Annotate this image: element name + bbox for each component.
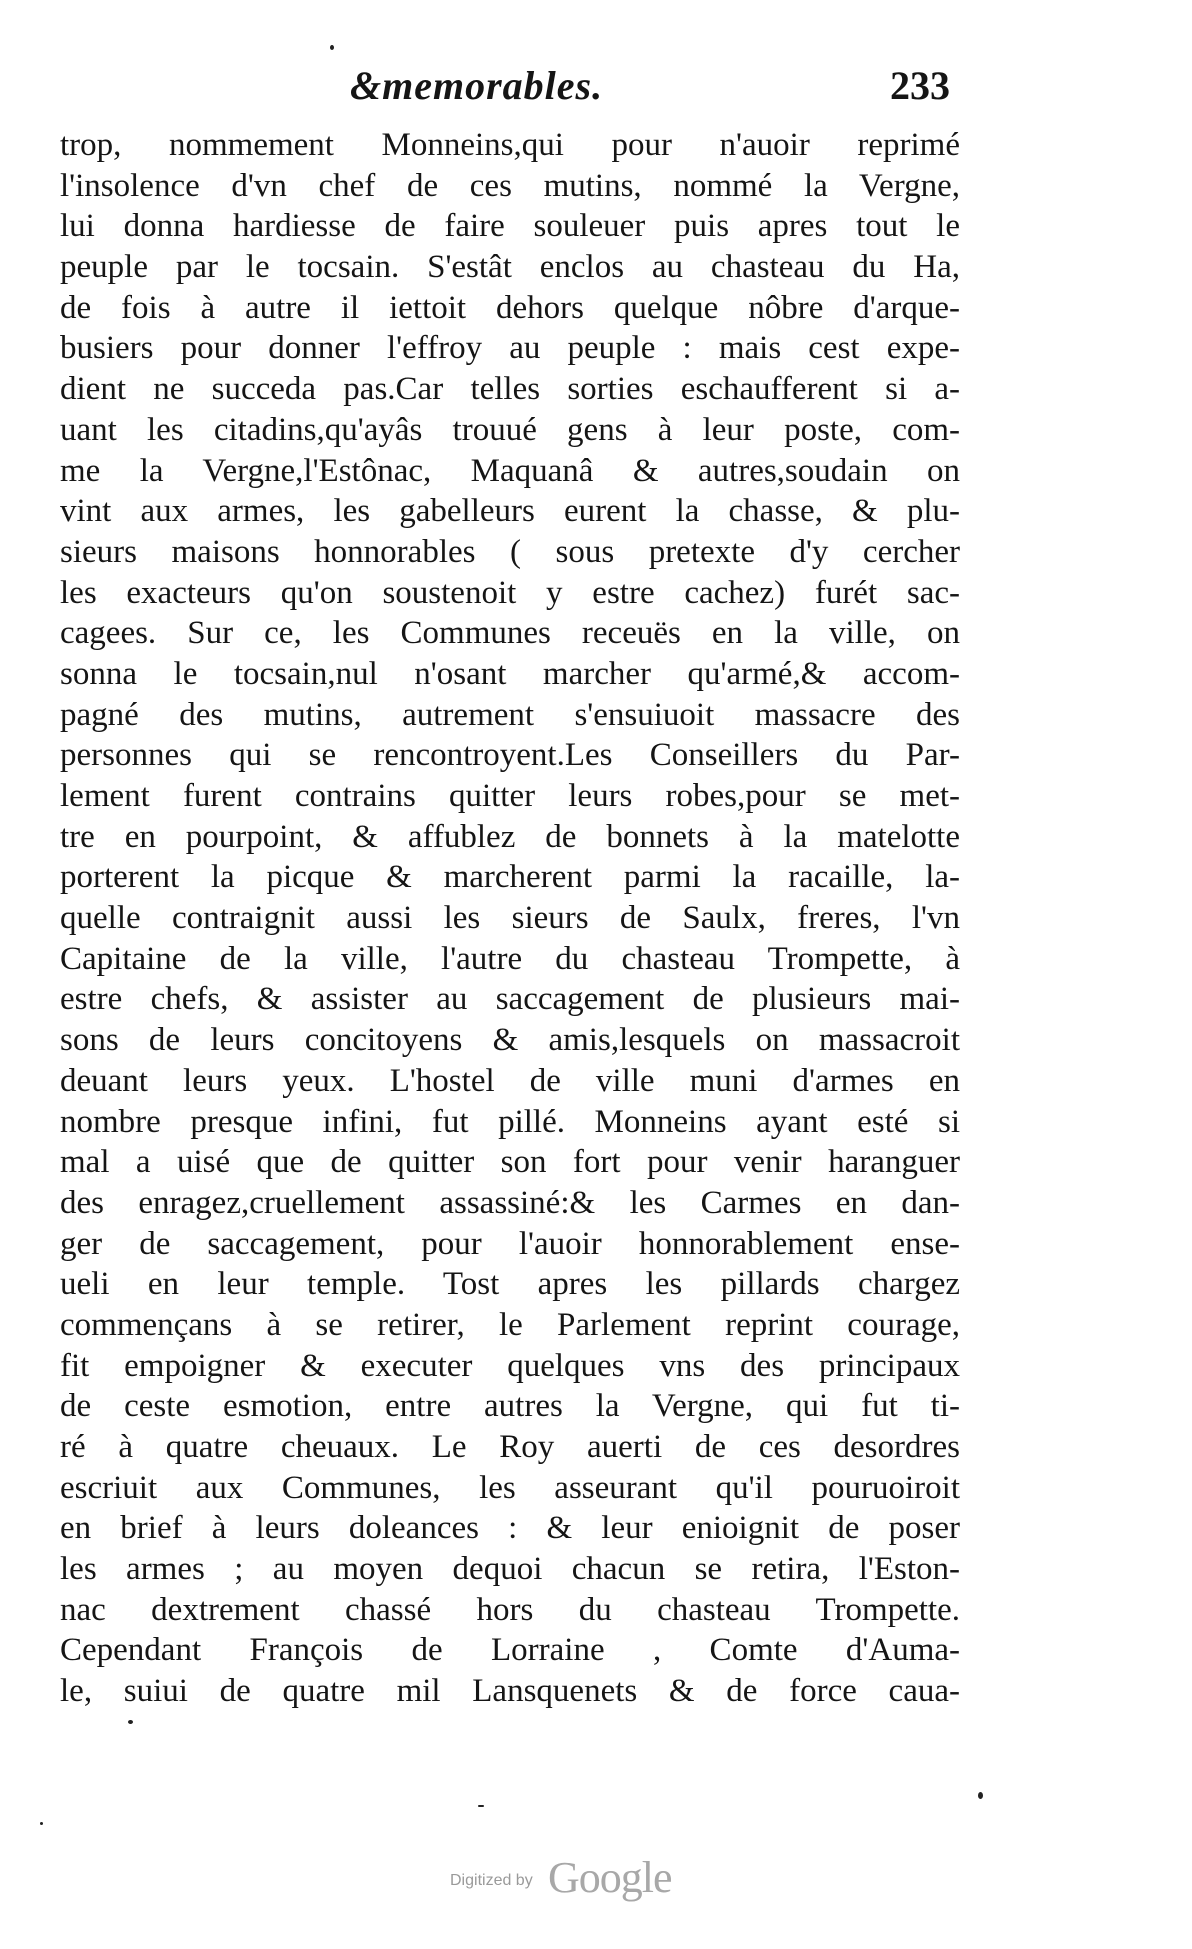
text-line: des enragez,cruellement assassiné:& les Carmes en dan- [60,1184,960,1221]
text-line: dient ne succeda pas.Car telles sorties eschaufferent si a- [60,371,960,408]
digitized-by-label: Digitized by [450,1872,533,1889]
page-number: 233 [890,63,950,108]
text-line: mal a uisé que de quitter son fort pour venir haranguer [60,1144,960,1181]
text-line: en brief à leurs doleances : & leur enioignit de poser [60,1510,960,1547]
text-line: porterent la picque & marcherent parmi la racaille, la- [60,859,960,896]
running-head: &memorables. [350,63,604,108]
digitized-by-watermark [450,1852,750,1902]
text-line: ré à quatre cheuaux. Le Roy auerti de ces desordres [60,1429,960,1465]
text-line: lui donna hardiesse de faire souleuer puis apres tout le [60,208,960,245]
text-line: pagné des mutins, autrement s'ensuiuoit massacre des [60,696,960,733]
text-line: cagees. Sur ce, les Communes receuës en la ville, on [60,615,960,652]
scan-speck [128,1720,133,1724]
page-header [60,62,950,122]
text-line: lement furent contrains quitter leurs robes,pour se met- [60,778,960,814]
text-line: deuant leurs yeux. L'hostel de ville muni d'armes en [60,1062,960,1099]
text-line: vint aux armes, les gabelleurs eurent la chasse, & plu- [60,493,960,530]
text-line: le, suiui de quatre mil Lansquenets & de force caua- [60,1673,960,1710]
text-line: sieurs maisons honnorables ( sous pretexte d'y cercher [60,533,960,570]
google-logo: Google [548,1853,672,1902]
text-line: les armes ; au moyen dequoi chacun se retira, l'Eston- [60,1551,960,1588]
text-line: sons de leurs concitoyens & amis,lesquels on massacroit [60,1022,960,1059]
scan-speck [40,1822,43,1825]
scan-speck [330,45,334,50]
text-line: l'insolence d'vn chef de ces mutins, nommé la Vergne, [60,167,960,204]
text-line: ueli en leur temple. Tost apres les pillards chargez [60,1266,960,1303]
text-line: Capitaine de la ville, l'autre du chasteau Trompette, à [60,940,960,977]
text-line: uant les citadins,qu'ayâs trouué gens à leur poste, com- [60,411,960,448]
text-line: fit empoigner & executer quelques vns des principaux [60,1347,960,1384]
text-line: quelle contraignit aussi les sieurs de Saulx, freres, l'vn [60,900,960,937]
text-line: nac dextrement chassé hors du chasteau Trompette. [60,1591,960,1628]
text-line: nombre presque infini, fut pillé. Monneins ayant esté si [60,1103,960,1140]
text-line: escriuit aux Communes, les asseurant qu'il pouruoiroit [60,1469,960,1506]
body-text [60,125,960,1712]
text-line: busiers pour donner l'effroy au peuple : mais cest expe- [60,330,960,367]
text-line: tre en pourpoint, & affublez de bonnets à la matelotte [60,818,960,855]
text-line: commençans à se retirer, le Parlement reprint courage, [60,1306,960,1343]
text-line: sonna le tocsain,nul n'osant marcher qu'armé,& accom- [60,655,960,692]
text-line: personnes qui se rencontroyent.Les Conseillers du Par- [60,737,960,774]
text-line: trop, nommement Monneins,qui pour n'auoir reprimé [60,127,960,163]
text-line: peuple par le tocsain. S'estât enclos au chasteau du Ha, [60,249,960,286]
text-line: me la Vergne,l'Estônac, Maquanâ & autres,soudain on [60,452,960,489]
text-line: de fois à autre il iettoit dehors quelque nôbre d'arque- [60,289,960,326]
text-line: les exacteurs qu'on soustenoit y estre cachez) furét sac- [60,574,960,611]
text-line: de ceste esmotion, entre autres la Vergne, qui fut ti- [60,1388,960,1425]
text-line: estre chefs, & assister au saccagement de plusieurs mai- [60,981,960,1018]
text-line: Cependant François de Lorraine , Comte d'Auma- [60,1632,960,1669]
scan-speck [478,1805,484,1807]
text-line: ger de saccagement, pour l'auoir honnorablement ense- [60,1225,960,1262]
scan-speck [978,1792,983,1799]
